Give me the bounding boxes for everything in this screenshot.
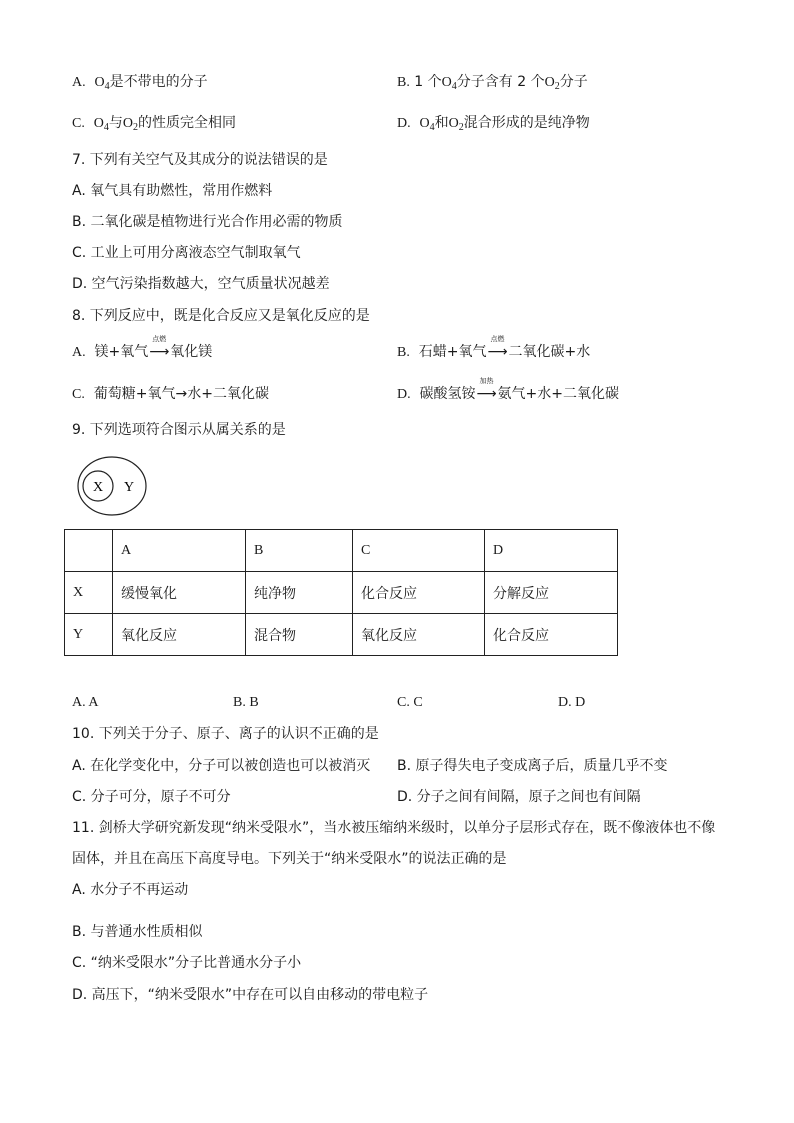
table-cell: X bbox=[65, 572, 113, 614]
table-cell: B bbox=[246, 530, 353, 572]
q7-option-a: A. 氧气具有助燃性，常用作燃料 bbox=[72, 183, 273, 199]
q9-answer-c: C. C bbox=[397, 695, 423, 710]
table-cell: Y bbox=[65, 614, 113, 656]
q9-answer-a: A. A bbox=[72, 695, 99, 710]
q11-option-c: C. “纳米受限水”分子比普通水分子小 bbox=[72, 955, 302, 971]
q7-stem: 7. 下列有关空气及其成分的说法错误的是 bbox=[72, 152, 328, 168]
table-cell: 化合反应 bbox=[353, 572, 485, 614]
q11-option-d: D. 高压下，“纳米受限水”中存在可以自由移动的带电粒子 bbox=[72, 987, 429, 1003]
q8-option-c: C. 葡萄糖+氧气→水+二氧化碳 bbox=[72, 386, 269, 402]
q6-option-a: A. $O_4$是不带电的分子 bbox=[72, 74, 208, 92]
reaction-arrow: 点燃 ⟶ bbox=[149, 335, 170, 360]
table-cell: 氧化反应 bbox=[353, 614, 485, 656]
table-cell: 纯净物 bbox=[246, 572, 353, 614]
table-cell: 缓慢氧化 bbox=[113, 572, 246, 614]
table-cell: C bbox=[353, 530, 485, 572]
table-cell: 混合物 bbox=[246, 614, 353, 656]
q10-option-d: D. 分子之间有间隔，原子之间也有间隔 bbox=[397, 789, 641, 805]
q11-stem-line2: 固体，并且在高压下高度导电。下列关于“纳米受限水”的说法正确的是 bbox=[72, 851, 507, 867]
table-cell: 分解反应 bbox=[485, 572, 618, 614]
venn-diagram bbox=[76, 455, 148, 517]
q7-option-c: C. 工业上可用分离液态空气制取氧气 bbox=[72, 245, 301, 261]
q8-option-d: D. 碳酸氢铵 加热 ⟶氨气+水+二氧化碳 bbox=[397, 377, 619, 402]
q8-option-a: A. 镁+氧气 点燃 ⟶氧化镁 bbox=[72, 335, 213, 360]
venn-outer-circle bbox=[78, 457, 146, 515]
q10-option-a: A. 在化学变化中，分子可以被创造也可以被消灭 bbox=[72, 758, 371, 774]
table-row bbox=[65, 614, 618, 656]
q7-option-d: D. 空气污染指数越大，空气质量状况越差 bbox=[72, 276, 330, 292]
q11-option-a: A. 水分子不再运动 bbox=[72, 882, 189, 898]
q9-stem: 9. 下列选项符合图示从属关系的是 bbox=[72, 422, 286, 438]
table-header-row bbox=[65, 530, 618, 572]
q9-table bbox=[64, 529, 618, 656]
q6-option-d: D. $O_4$和$O_2$混合形成的是纯净物 bbox=[397, 115, 590, 133]
q11-option-b: B. 与普通水性质相似 bbox=[72, 924, 203, 940]
venn-outer-label: Y bbox=[123, 480, 135, 495]
table-cell: 化合反应 bbox=[485, 614, 618, 656]
q10-option-c: C. 分子可分，原子不可分 bbox=[72, 789, 231, 805]
venn-inner-label: X bbox=[92, 480, 104, 495]
q6-option-b: B. 1 个$O_4$分子含有 2 个$O_2$分子 bbox=[397, 74, 588, 92]
table-row bbox=[65, 572, 618, 614]
q8-option-b: B. 石蜡+氧气 点燃 ⟶二氧化碳+水 bbox=[397, 335, 591, 360]
q9-answer-b: B. B bbox=[233, 695, 259, 710]
q10-option-b: B. 原子得失电子变成离子后，质量几乎不变 bbox=[397, 758, 668, 774]
q10-stem: 10. 下列关于分子、原子、离子的认识不正确的是 bbox=[72, 726, 379, 742]
table-cell bbox=[65, 530, 113, 572]
table-cell: A bbox=[113, 530, 246, 572]
q9-answer-d: D. D bbox=[558, 695, 586, 710]
q7-option-b: B. 二氧化碳是植物进行光合作用必需的物质 bbox=[72, 214, 343, 230]
table-cell: D bbox=[485, 530, 618, 572]
q11-stem-line1: 11. 剑桥大学研究新发现“纳米受限水”，当水被压缩纳米级时，以单分子层形式存在，既不像液体也不像 bbox=[72, 820, 716, 836]
q6-option-c: C. $O_4$与$O_2$的性质完全相同 bbox=[72, 115, 236, 133]
q8-stem: 8. 下列反应中，既是化合反应又是氧化反应的是 bbox=[72, 308, 370, 324]
reaction-arrow: 加热 ⟶ bbox=[476, 377, 497, 402]
reaction-arrow: 点燃 ⟶ bbox=[487, 335, 508, 360]
table-cell: 氧化反应 bbox=[113, 614, 246, 656]
